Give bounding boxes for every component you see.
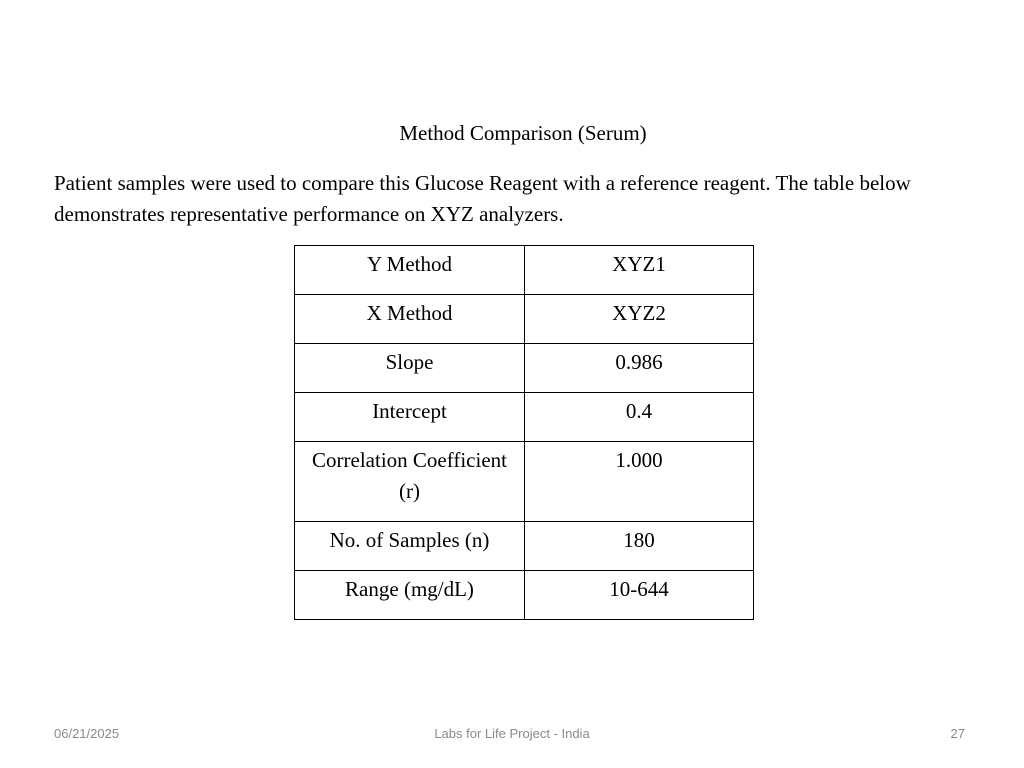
row-label: No. of Samples (n) [295, 522, 525, 571]
method-comparison-table [294, 245, 754, 620]
row-label: Range (mg/dL) [295, 571, 525, 620]
footer-project-name: Labs for Life Project - India [434, 726, 590, 741]
table-row [295, 393, 754, 442]
row-label: Intercept [295, 393, 525, 442]
table-row [295, 571, 754, 620]
row-label: X Method [295, 295, 525, 344]
row-label: Slope [295, 344, 525, 393]
row-value: XYZ1 [525, 246, 754, 295]
footer-page-number: 27 [950, 726, 965, 741]
row-label: Y Method [295, 246, 525, 295]
table-row [295, 442, 754, 522]
table-row [295, 344, 754, 393]
row-value: 1.000 [525, 442, 754, 522]
table-row [295, 522, 754, 571]
row-value: 10-644 [525, 571, 754, 620]
row-value: 180 [525, 522, 754, 571]
intro-paragraph: Patient samples were used to compare this Glucose Reagent with a reference reagent. The table below demonstrates representative performance on XYZ analyzers. [54, 171, 911, 226]
table-row [295, 246, 754, 295]
table-row [295, 295, 754, 344]
row-value: 0.986 [525, 344, 754, 393]
slide-title: Method Comparison (Serum) [399, 121, 647, 145]
row-label: Correlation Coefficient (r) [295, 442, 525, 522]
row-value: 0.4 [525, 393, 754, 442]
footer-date: 06/21/2025 [54, 726, 120, 741]
row-value: XYZ2 [525, 295, 754, 344]
